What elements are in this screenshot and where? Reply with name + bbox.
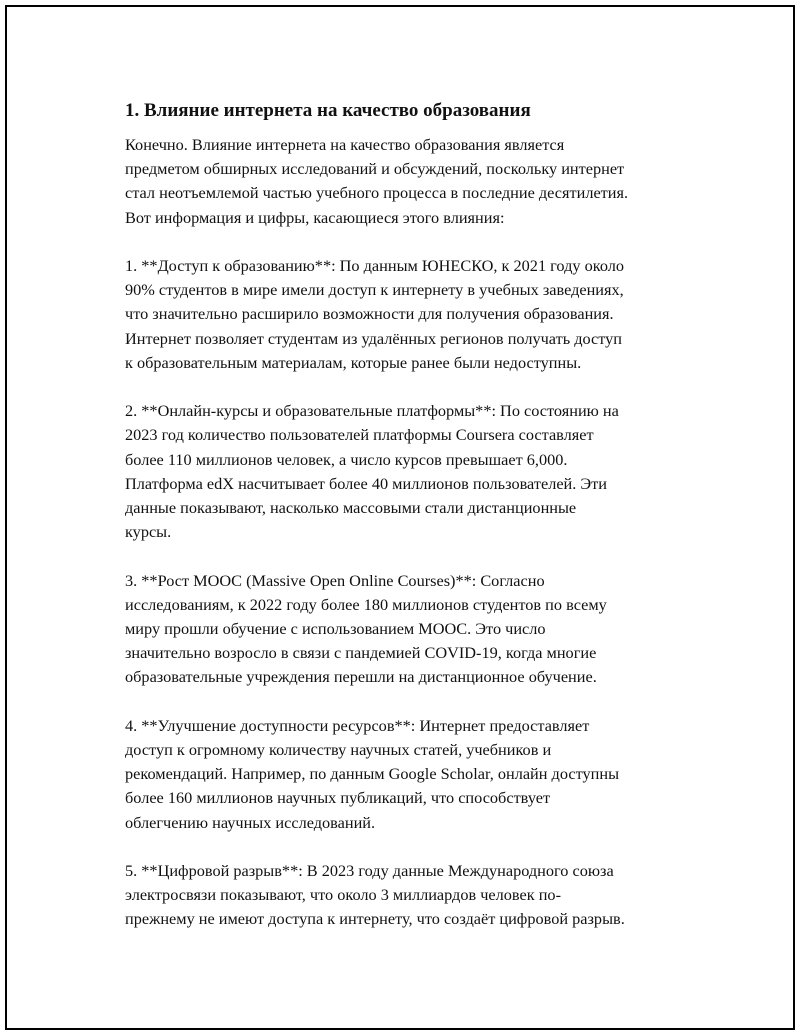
text-line: предметом обширных исследований и обсуждений, поскольку интернет [125, 159, 625, 179]
text-line: более 160 миллионов научных публикаций, что способствует [125, 788, 551, 808]
text-line: данные показывают, насколько массовыми стали дистанционные [125, 498, 577, 518]
point-5-paragraph [125, 859, 705, 932]
text-line: 2023 год количество пользователей платформы Coursera составляет [125, 425, 594, 445]
text-line: курсы. [125, 522, 172, 542]
text-line: миру прошли обучение с использованием MOOC. Это число [125, 619, 546, 639]
point-3-paragraph [125, 569, 705, 690]
text-line: 90% студентов в мире имели доступ к интернету в учебных заведениях, [125, 280, 624, 300]
text-line: более 110 миллионов человек, а число курсов превышает 6,000. [125, 449, 568, 469]
text-line: облегчению научных исследований. [125, 812, 376, 832]
text-line: 2. **Онлайн-курсы и образовательные платформы**: По состоянию на [125, 401, 619, 421]
text-line: Вот информация и цифры, касающиеся этого влияния: [125, 207, 505, 227]
text-line: 4. **Улучшение доступности ресурсов**: Интернет предоставляет [125, 715, 590, 735]
text-line: Интернет позволяет студентам из удалённых регионов получать доступ [125, 328, 623, 348]
text-line: доступ к огромному количеству научных статей, учебников и [125, 740, 552, 760]
document-title: 1. Влияние интернета на качество образования [125, 100, 531, 121]
text-line: образовательные учреждения перешли на дистанционное обучение. [125, 667, 597, 687]
text-line: что значительно расширило возможности для получения образования. [125, 304, 614, 324]
intro-paragraph [125, 133, 705, 230]
text-line: к образовательным материалам, которые ранее были недоступны. [125, 352, 582, 372]
point-2-paragraph [125, 399, 705, 544]
text-line: 3. **Рост MOOC (Massive Open Online Courses)**: Согласно [125, 570, 545, 590]
point-4-paragraph [125, 714, 705, 835]
text-line: Платформа edX насчитывает более 40 миллионов пользователей. Эти [125, 473, 607, 493]
text-line: рекомендаций. Например, по данным Google Scholar, онлайн доступны [125, 764, 620, 784]
text-line: 5. **Цифровой разрыв**: В 2023 году данные Международного союза [125, 861, 614, 881]
document-body [125, 99, 705, 956]
text-line: значительно возросло в связи с пандемией COVID-19, когда многие [125, 643, 597, 663]
text-line: электросвязи показывают, что около 3 миллиардов человек по- [125, 885, 561, 905]
point-1-paragraph [125, 254, 705, 375]
text-line: стал неотъемлемой частью учебного процесса в последние десятилетия. [125, 183, 629, 203]
text-line: прежнему не имеют доступа к интернету, что создаёт цифровой разрыв. [125, 909, 625, 929]
page-frame [5, 5, 795, 1030]
text-line: 1. **Доступ к образованию**: По данным ЮНЕСКО, к 2021 году около [125, 256, 625, 275]
text-line: Конечно. Влияние интернета на качество образования является [125, 135, 565, 154]
text-line: исследованиям, к 2022 году более 180 миллионов студентов по всему [125, 594, 607, 614]
